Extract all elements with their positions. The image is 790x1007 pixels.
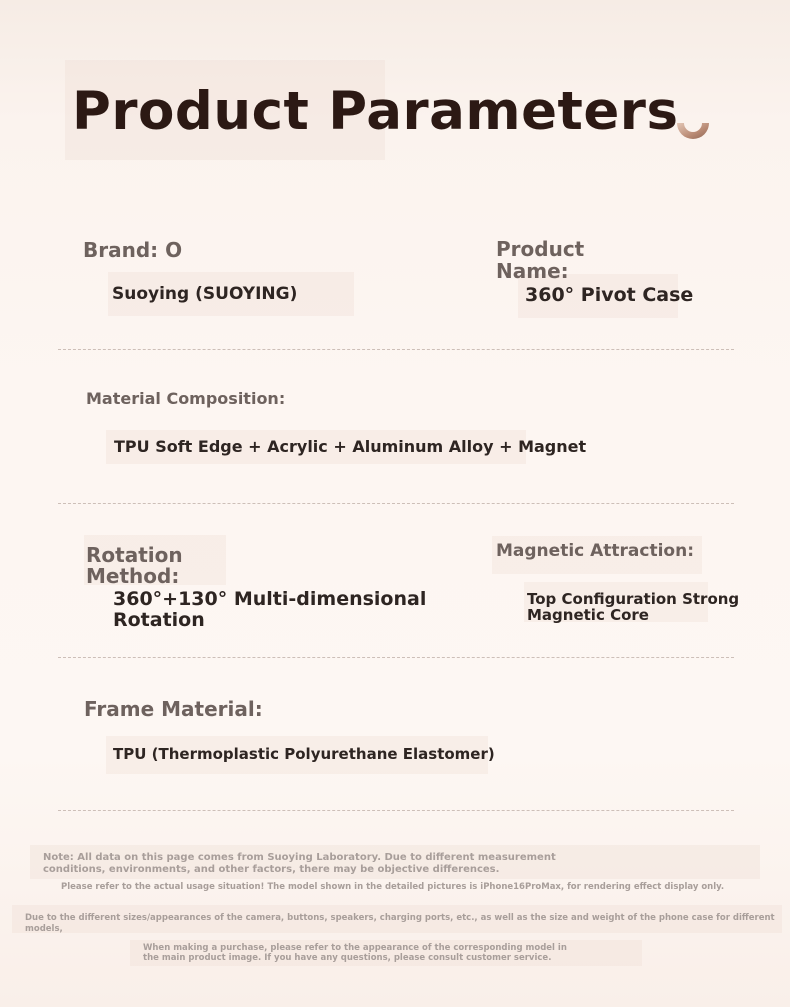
magnetic-attraction-label: Magnetic Attraction: (496, 541, 695, 561)
product-name-value: 360° Pivot Case (525, 284, 694, 306)
disclaimer-note-1: Note: All data on this page comes from Suoying Laboratory. Due to different measurement conditions, environments, and other factors, there may be objective differences. (43, 852, 556, 875)
frame-material-label: Frame Material: (84, 697, 263, 721)
rotation-method-label: Rotation Method: (86, 543, 183, 588)
magnetic-attraction-value: Top Configuration Strong Magnetic Core (527, 590, 740, 624)
product-name-label: Product Name: (496, 237, 585, 283)
section-divider (58, 503, 734, 504)
brand-value: Suoying (SUOYING) (112, 284, 298, 304)
rotation-method-value: 360°+130° Multi-dimensional Rotation (113, 588, 427, 631)
section-divider (58, 810, 734, 811)
brand-label: Brand: O (83, 238, 183, 262)
disclaimer-note-3: Due to the different sizes/appearances of the camera, buttons, speakers, charging ports, etc., as well as the size and weight of the phone case for different models, (25, 913, 775, 934)
disclaimer-note-4: When making a purchase, please refer to the appearance of the corresponding model in the main product image. If you have any questions, please consult customer service. (143, 943, 567, 963)
section-divider (58, 349, 734, 350)
section-divider (58, 657, 734, 658)
page-title: Product Parameters (72, 81, 679, 142)
frame-material-value: TPU (Thermoplastic Polyurethane Elastomer) (113, 745, 495, 763)
material-composition-value: TPU Soft Edge + Acrylic + Aluminum Alloy + Magnet (114, 437, 587, 456)
material-composition-label: Material Composition: (86, 389, 286, 408)
disclaimer-note-2: Please refer to the actual usage situation! The model shown in the detailed pictures is iPhone16ProMax, for rendering effect display only. (61, 882, 725, 892)
copper-ring-icon (675, 113, 711, 149)
